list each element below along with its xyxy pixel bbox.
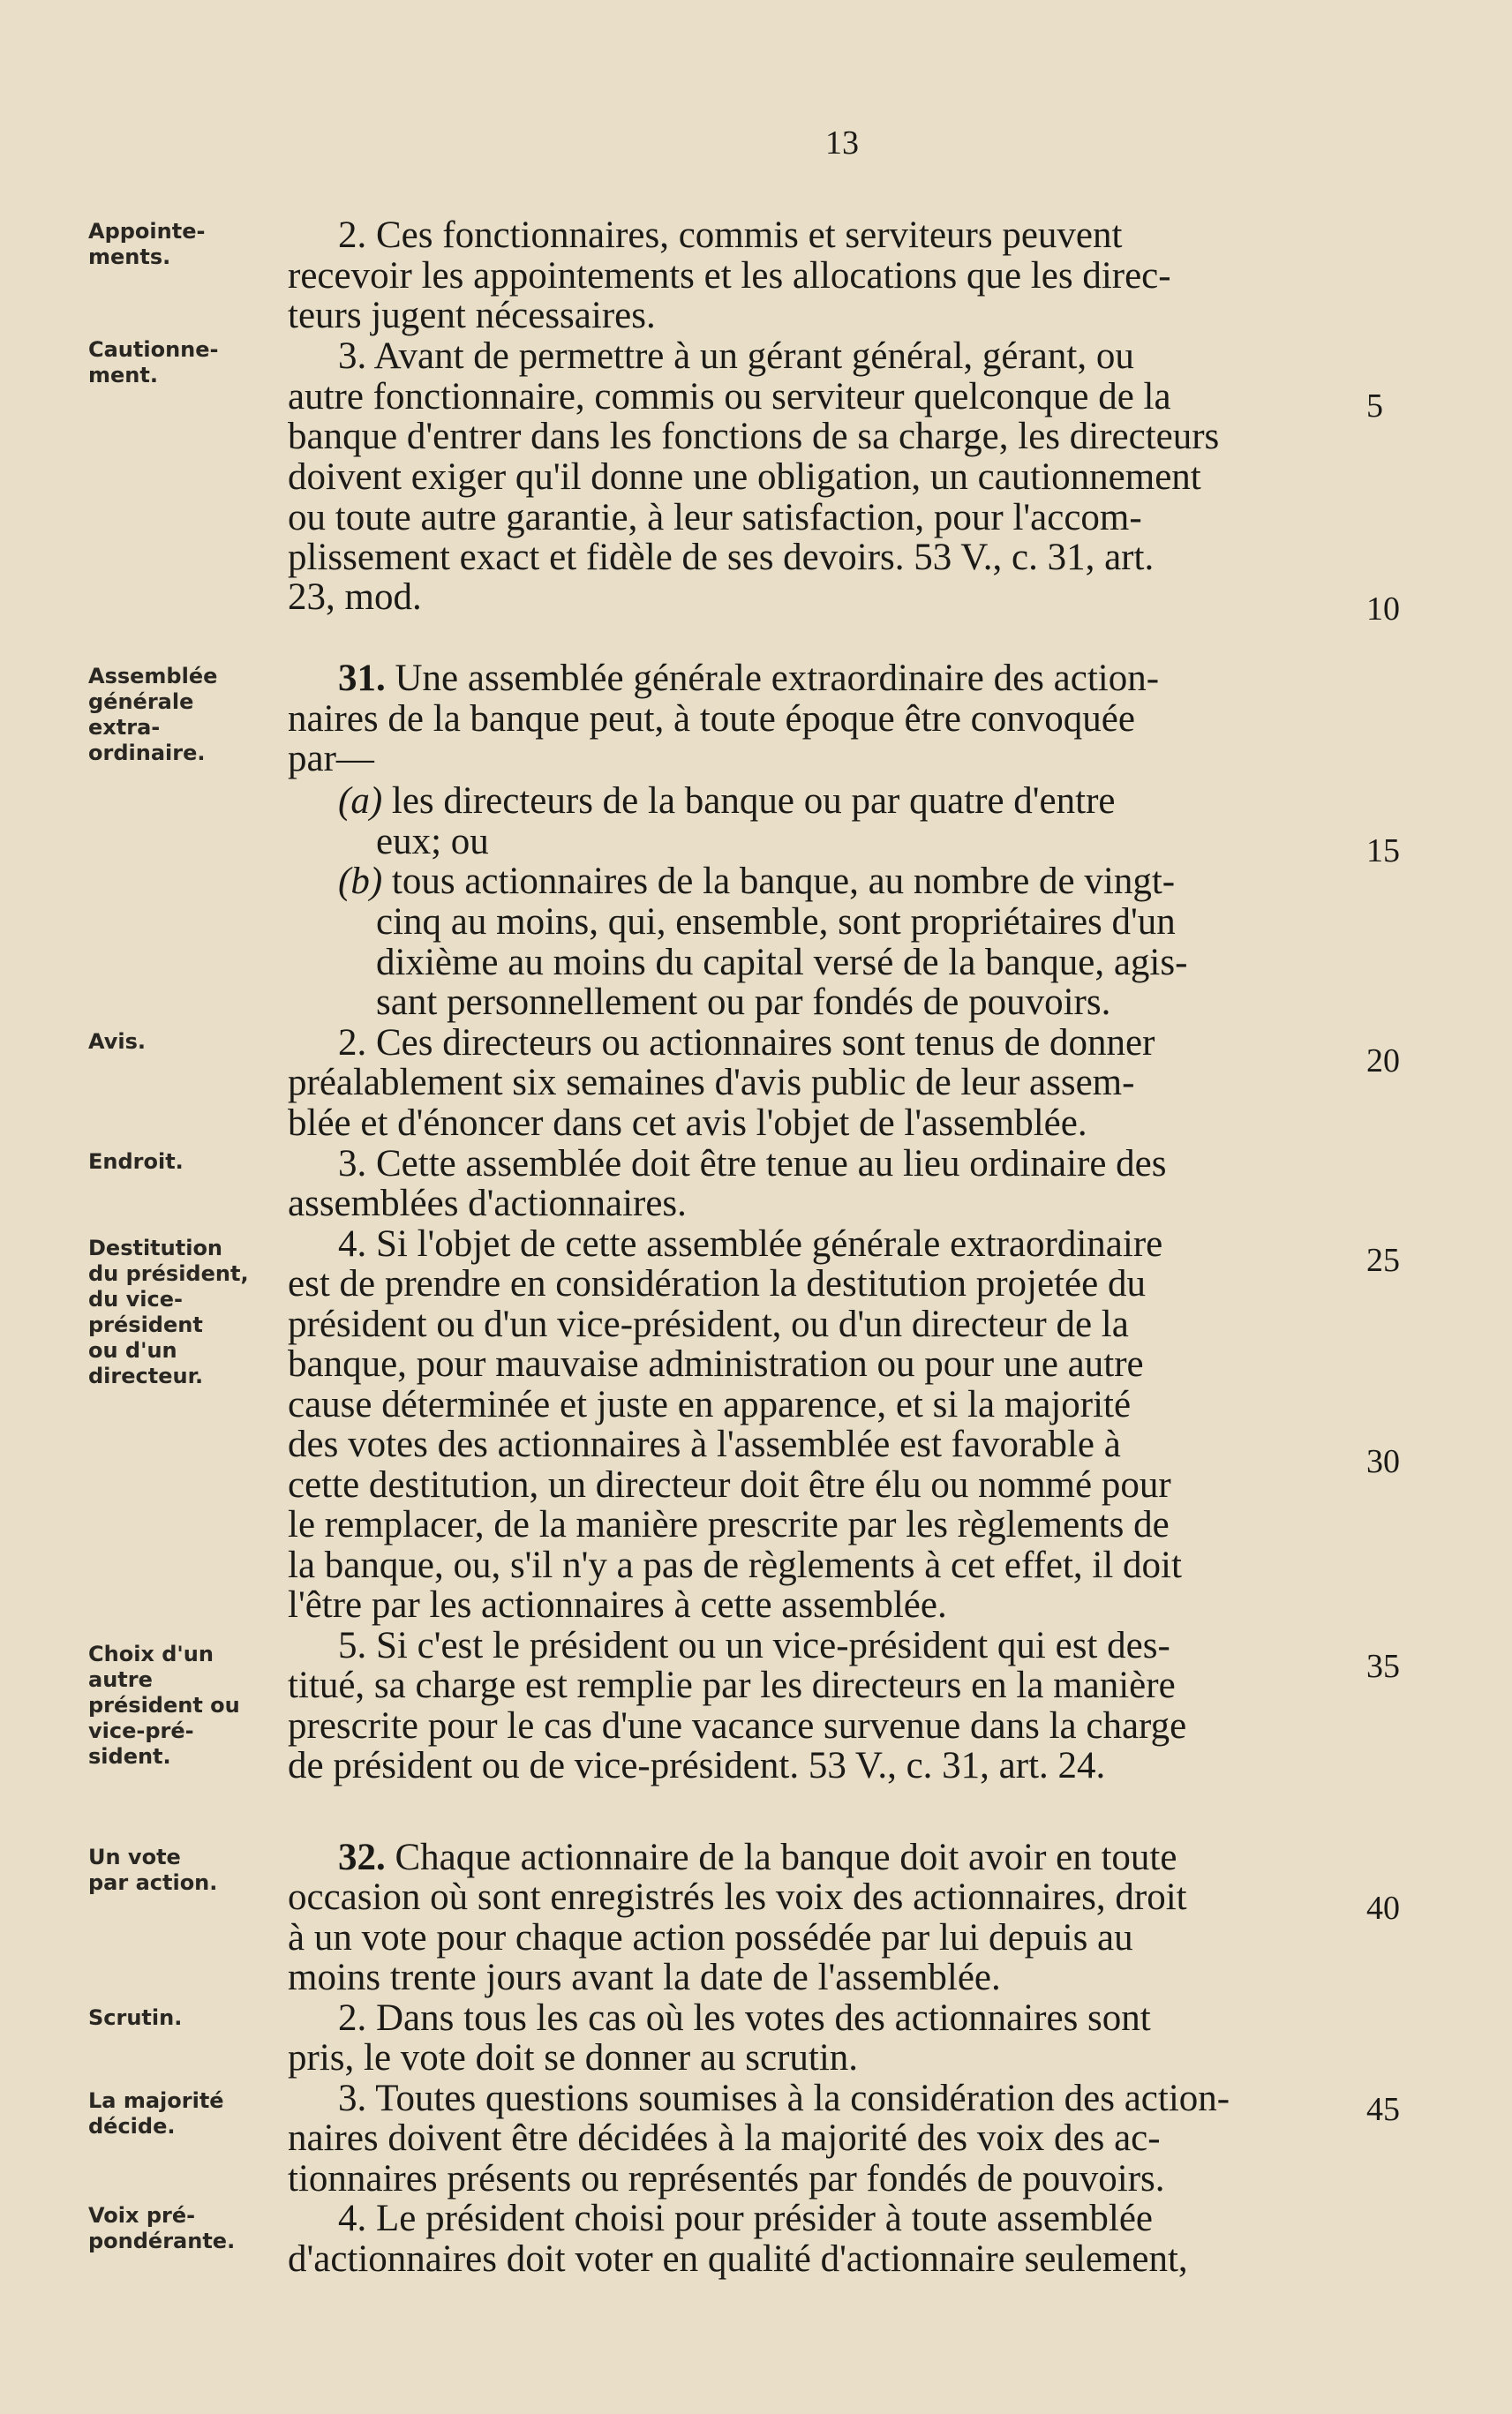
margin-note: Endroit. xyxy=(88,1149,184,1174)
text-line: tionnaires présents ou représentés par fondés de pouvoirs. xyxy=(288,2158,1165,2200)
text-line: sant personnellement ou par fondés de pouvoirs. xyxy=(376,981,1111,1023)
line-number: 20 xyxy=(1366,1042,1400,1079)
text-line: 2. Ces fonctionnaires, commis et serviteurs peuvent xyxy=(338,214,1123,256)
margin-note: Destitution du président, du vice- président ou d'un directeur. xyxy=(88,1236,249,1388)
text-line: de président ou de vice-président. 53 V., c. 31, art. 24. xyxy=(288,1745,1106,1786)
line-number: 30 xyxy=(1366,1443,1400,1480)
text-line: 4. Si l'objet de cette assemblée générale extraordinaire xyxy=(338,1223,1163,1265)
text-line: dixième au moins du capital versé de la banque, agis- xyxy=(376,942,1188,983)
text-line: 23, mod. xyxy=(288,576,422,618)
text-line: (a) les directeurs de la banque ou par quatre d'entre xyxy=(338,780,1116,822)
text-line: banque, pour mauvaise administration ou pour une autre xyxy=(288,1343,1144,1385)
text-line: banque d'entrer dans les fonctions de sa charge, les directeurs xyxy=(288,416,1220,457)
line-number: 15 xyxy=(1366,832,1400,869)
margin-note: Appointe- ments. xyxy=(88,219,206,269)
margin-note: Avis. xyxy=(88,1029,146,1054)
text-line: des votes des actionnaires à l'assemblée est favorable à xyxy=(288,1424,1121,1465)
text-line: autre fonctionnaire, commis ou serviteur quelconque de la xyxy=(288,376,1171,417)
section-line: 31. Une assemblée générale extraordinaire des action- xyxy=(338,658,1160,699)
text-line: la banque, ou, s'il n'y a pas de règlements à cet effet, il doit xyxy=(288,1545,1182,1586)
text-line: président ou d'un vice-président, ou d'un directeur de la xyxy=(288,1304,1129,1345)
line-number: 25 xyxy=(1366,1242,1400,1279)
text-line: 3. Cette assemblée doit être tenue au lieu ordinaire des xyxy=(338,1143,1167,1184)
line-number: 5 xyxy=(1366,387,1383,425)
text-line: cinq au moins, qui, ensemble, sont propriétaires d'un xyxy=(376,901,1176,943)
text-line: l'être par les actionnaires à cette assemblée. xyxy=(288,1584,947,1626)
text-line: moins trente jours avant la date de l'assemblée. xyxy=(288,1957,1001,1998)
text-line: teurs jugent nécessaires. xyxy=(288,295,656,336)
item-marker: (a) xyxy=(338,780,383,822)
margin-note: Voix pré- pondérante. xyxy=(88,2203,236,2253)
margin-note: La majorité décide. xyxy=(88,2088,224,2139)
text-line: recevoir les appointements et les allocations que les direc- xyxy=(288,255,1171,297)
text-line: assemblées d'actionnaires. xyxy=(288,1183,687,1224)
text-line: prescrite pour le cas d'une vacance survenue dans la charge xyxy=(288,1705,1187,1747)
text-line: est de prendre en considération la destitution projetée du xyxy=(288,1263,1146,1305)
section-number: 32. xyxy=(338,1837,386,1878)
item-marker: (b) xyxy=(338,861,383,902)
text-line: plissement exact et fidèle de ses devoirs. 53 V., c. 31, art. xyxy=(288,537,1155,578)
text-line: cette destitution, un directeur doit être élu ou nommé pour xyxy=(288,1464,1171,1506)
margin-note: Scrutin. xyxy=(88,2005,183,2030)
text-line: eux; ou xyxy=(376,821,489,862)
text-line: 4. Le président choisi pour présider à toute assemblée xyxy=(338,2198,1154,2239)
text-line: naires doivent être décidées à la majorité des voix des ac- xyxy=(288,2117,1161,2159)
text-line: 2. Dans tous les cas où les votes des actionnaires sont xyxy=(338,1997,1151,2039)
line-number: 10 xyxy=(1366,590,1400,628)
text-line: par— xyxy=(288,738,374,779)
text-line: (b) tous actionnaires de la banque, au nombre de vingt- xyxy=(338,861,1176,902)
margin-note: Un vote par action. xyxy=(88,1845,218,1895)
text-line: 3. Avant de permettre à un gérant général, gérant, ou xyxy=(338,335,1134,377)
text-line: 5. Si c'est le président ou un vice-président qui est des- xyxy=(338,1625,1170,1666)
text-line: pris, le vote doit se donner au scrutin. xyxy=(288,2037,859,2079)
text-line: naires de la banque peut, à toute époque être convoquée xyxy=(288,698,1135,740)
line-number: 45 xyxy=(1366,2091,1400,2128)
text-line: 2. Ces directeurs ou actionnaires sont tenus de donner xyxy=(338,1022,1155,1064)
section-number: 31. xyxy=(338,658,386,699)
margin-note: Choix d'un autre président ou vice-pré- sident. xyxy=(88,1642,240,1769)
text-line: 3. Toutes questions soumises à la considération des action- xyxy=(338,2078,1230,2119)
text-line: blée et d'énoncer dans cet avis l'objet de l'assemblée. xyxy=(288,1102,1087,1144)
page-number: 13 xyxy=(825,124,859,162)
text-line: occasion où sont enregistrés les voix des actionnaires, droit xyxy=(288,1876,1187,1918)
text-line: d'actionnaires doit voter en qualité d'actionnaire seulement, xyxy=(288,2238,1188,2280)
text-line: cause déterminée et juste en apparence, et si la majorité xyxy=(288,1384,1132,1425)
line-number: 40 xyxy=(1366,1890,1400,1927)
line-number: 35 xyxy=(1366,1648,1400,1685)
section-line: 32. Chaque actionnaire de la banque doit avoir en toute xyxy=(338,1837,1177,1878)
text-line: doivent exiger qu'il donne une obligation, un cautionnement xyxy=(288,456,1201,498)
text-line: titué, sa charge est remplie par les directeurs en la manière xyxy=(288,1665,1176,1706)
text-line: à un vote pour chaque action possédée par lui depuis au xyxy=(288,1917,1133,1959)
text-line: préalablement six semaines d'avis public de leur assem- xyxy=(288,1062,1135,1103)
margin-note: Assemblée générale extra- ordinaire. xyxy=(88,664,218,765)
margin-note: Cautionne- ment. xyxy=(88,337,219,387)
text-line: ou toute autre garantie, à leur satisfaction, pour l'accom- xyxy=(288,497,1142,538)
text-line: le remplacer, de la manière prescrite par les règlements de xyxy=(288,1504,1170,1545)
